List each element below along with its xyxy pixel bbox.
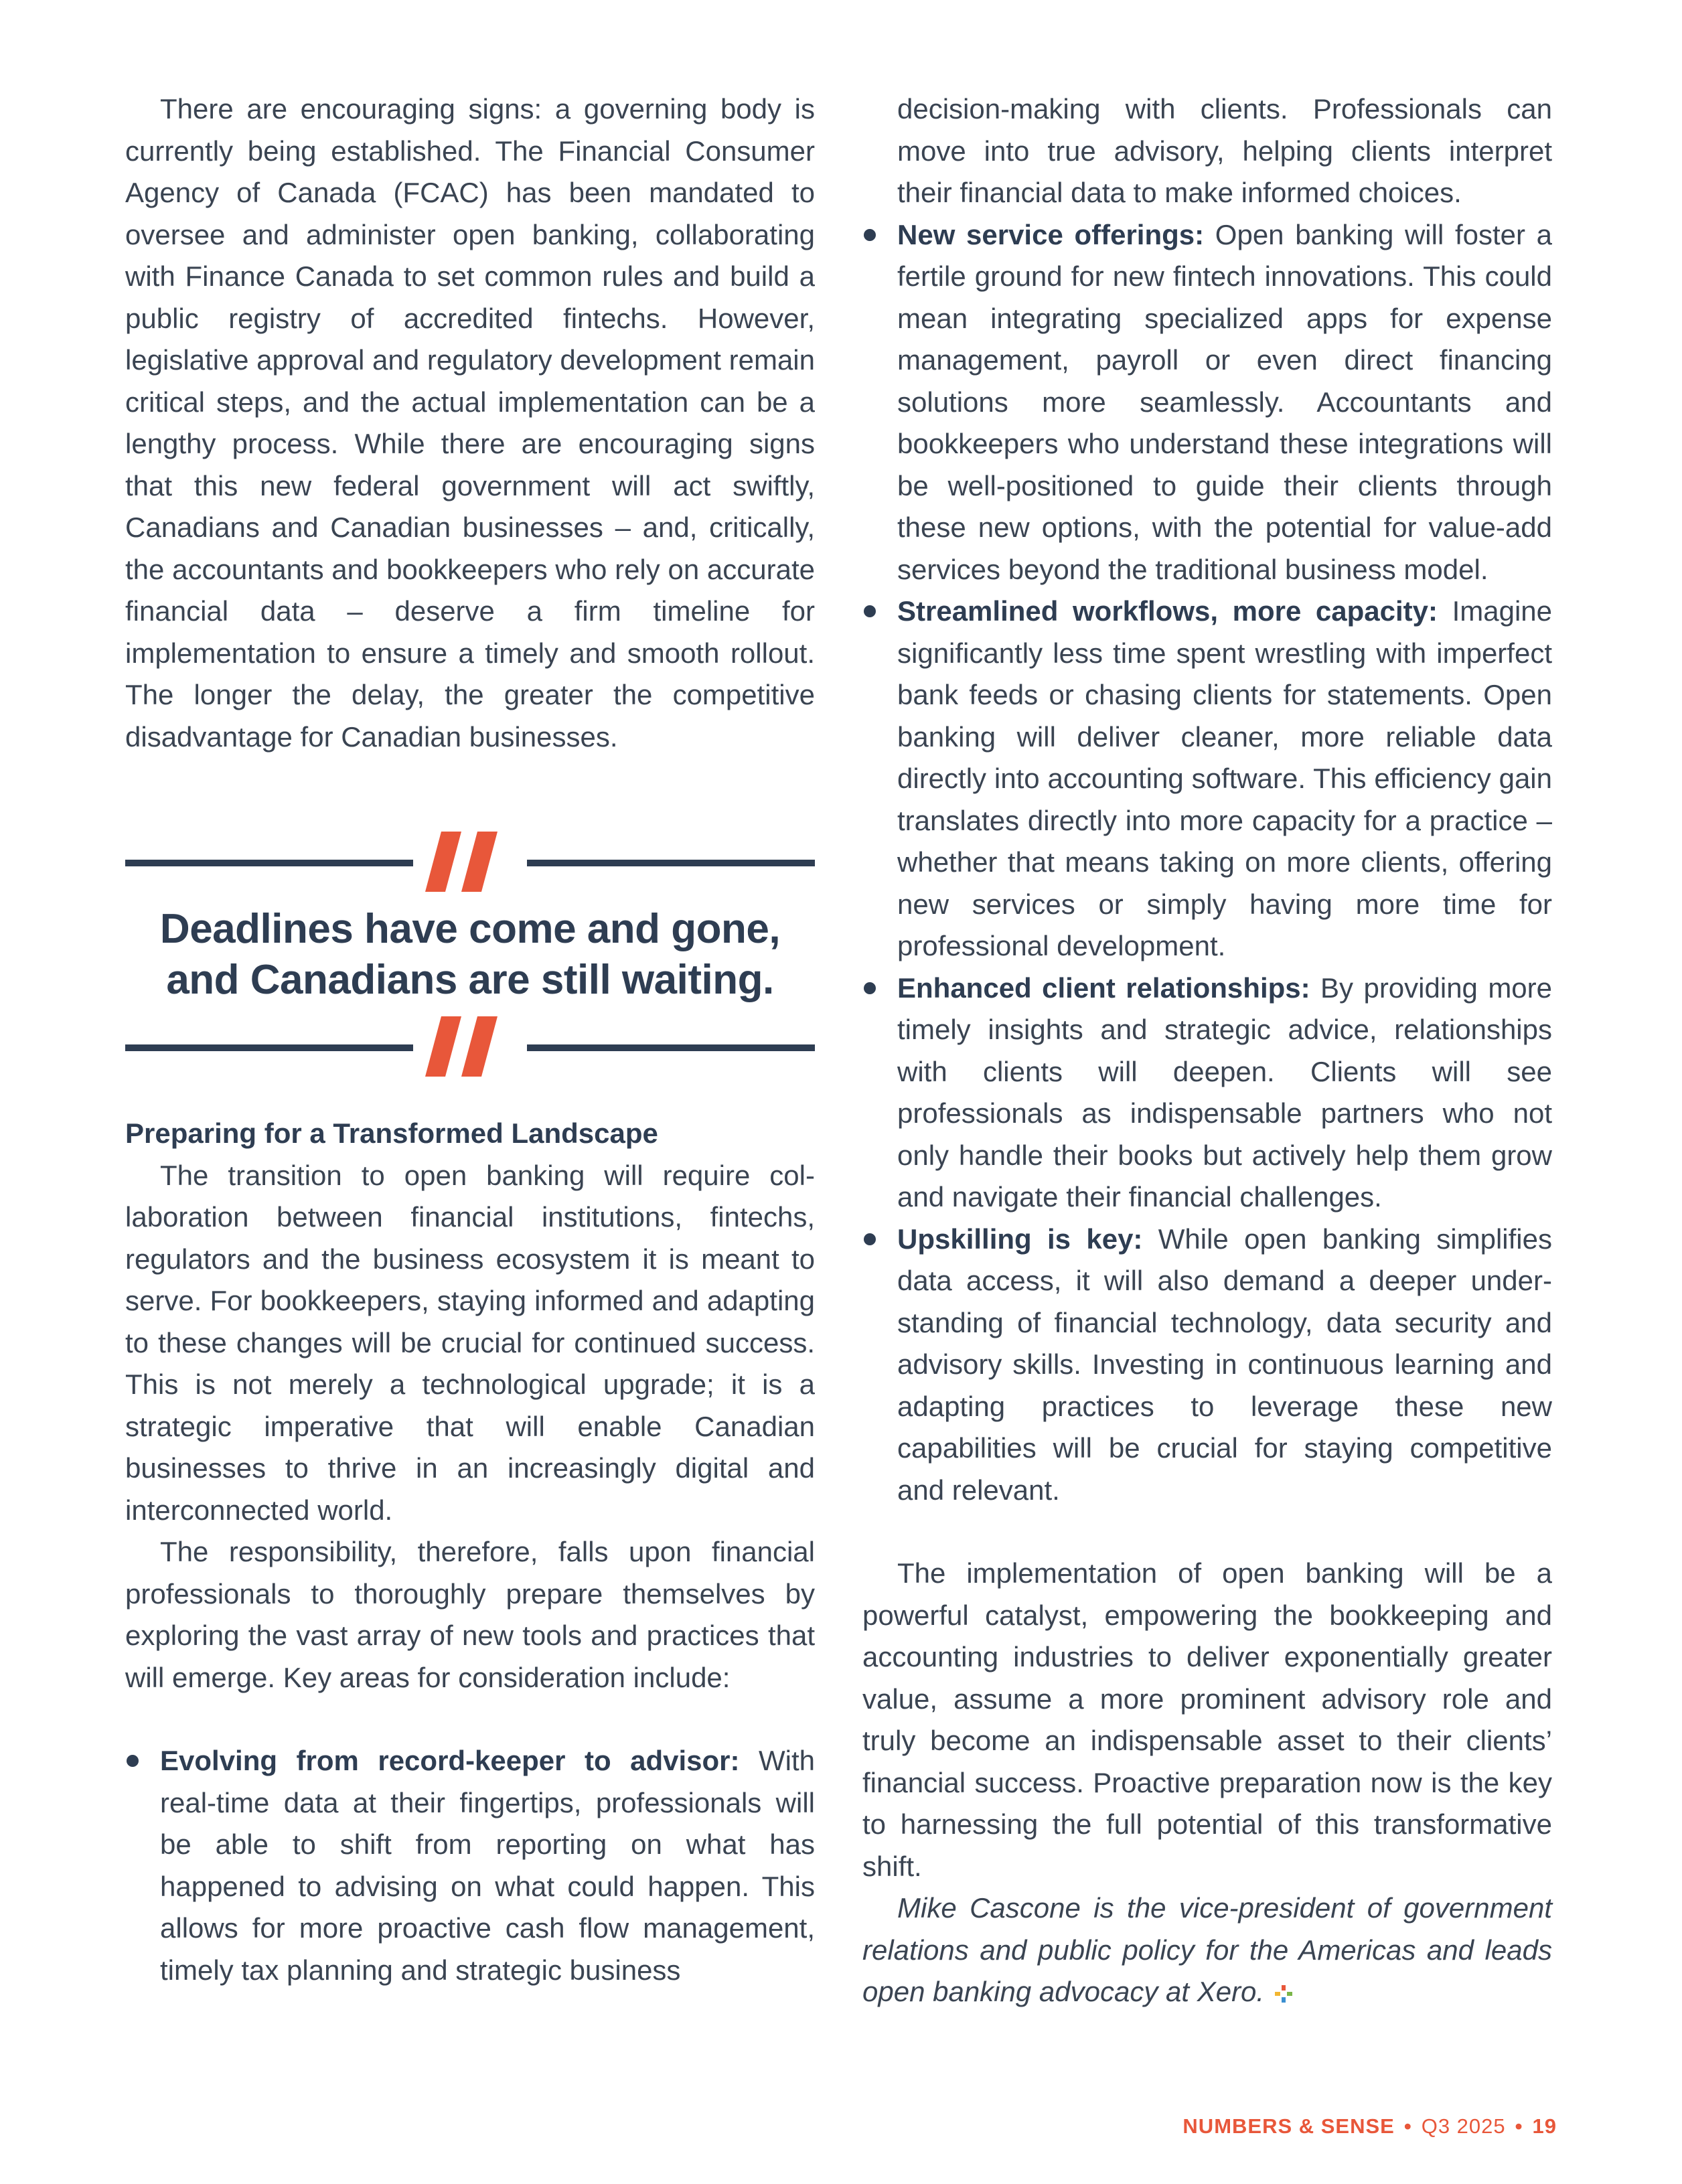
pull-quote-top-rule-left: [125, 860, 413, 866]
page-footer: [1182, 2114, 1557, 2138]
pull-quote-text: [125, 904, 815, 1006]
bullet-lead: Enhanced client relationships:: [897, 971, 1310, 1004]
bullet-lead: Streamlined workflows, more capacity:: [897, 595, 1438, 627]
list-item: [862, 1219, 1552, 1512]
author-byline-text: Mike Cascone is the vice-president of government relations and public policy for the Americas and leads open banking advocacy at Xero.: [862, 1892, 1552, 2007]
bullet-icon: [127, 1755, 139, 1767]
pull-quote-top-rule-right: [527, 860, 815, 866]
end-mark-icon: [1274, 1984, 1294, 2004]
bullet-list-right: [862, 88, 1552, 1511]
close-quote-icon: [420, 1016, 520, 1077]
list-item: [125, 1740, 815, 1991]
pull-quote-line-1: Deadlines have come and gone,: [159, 906, 781, 952]
pull-quote-bottom-rule-right: [527, 1044, 815, 1051]
bullet-icon: [864, 982, 876, 994]
conclusion-paragraph: The implementation of open banking will be a powerful catalyst, empowering the bookkeeping and accounting industries to deliver exponentially greater value, assume a more prominent advisory role and truly become an indispensable asset to their clients’ financial success. Proactive preparation now is the key to harnessing the full potential of this transformative shift.: [862, 1557, 1552, 1882]
section-subhead: Preparing for a Transformed Landscape: [125, 1117, 658, 1149]
paragraph-responsibility: The responsibility, therefore, falls upon financial professionals to thoroughly prepare themselves by exploring the vast array of new tools and practices that will emerge. Key areas for consideration include:: [125, 1536, 815, 1693]
bullet-lead: New service offerings:: [897, 218, 1205, 250]
issue-label: Q3 2025: [1421, 2114, 1506, 2138]
page-number: 19: [1532, 2114, 1557, 2138]
bullet-text: With real-time data at their fingertips, professionals will be able to shift from reporting on what has happened to advising on what could happen. This allows for more proactive cash flow management, timely tax planning and strategic business: [160, 1745, 815, 1986]
list-item: [862, 214, 1552, 591]
paragraph-transition: The transition to open banking will require collaboration between financial institutions, fintechs, regulators and the business ecosystem it is meant to serve. For bookkeepers, staying informed and adapting to these changes will be crucial for continued success. This is not merely a technological upgrade; it is a strategic imperative that will enable Canadian businesses to thrive in an increasingly digital and interconnected world.: [125, 1159, 815, 1526]
bullet-text-continued: decision-making with clients. Professionals can move into true advisory, helping clients interpret their financial data to make informed choices.: [897, 93, 1552, 208]
pull-quote: [125, 832, 815, 1073]
bullet-icon: [864, 605, 876, 617]
bullet-list-left: [125, 1740, 815, 1991]
pull-quote-bottom-rule-left: [125, 1044, 413, 1051]
pull-quote-line-2: and Canadians are still waiting.: [166, 957, 774, 1003]
open-quote-icon: [420, 832, 520, 892]
bullet-text: By providing more timely insights and strategic advice, relationships with clients will deepen. Clients will see professionals as indispensable partners who not only handle their books but actively help them grow and navigate their financial challenges.: [897, 971, 1553, 1213]
intro-paragraph: There are encouraging signs: a governing body is currently being established. The Financial Consumer Agency of Canada (FCAC) has been mandated to oversee and administer open banking, collaborating with Finance Canada to set common rules and build a public registry of accredited fintechs. However, legislative approval and regulatory development remain critical steps, and the actual implementation can be a lengthy process. While there are encouraging signs that this new federal government will act swiftly, Canadians and Canadian businesses – and, critically, the accountants and bookkeepers who rely on accurate financial data – deserve a firm timeline for implementation to ensure a timely and smooth rollout. The longer the delay, the greater the competitive disadvantage for Canadian businesses.: [125, 93, 815, 753]
bullet-text: Open banking will foster a fertile ground for new fintech innovations. This could mean integrating specialized apps for expense management, payroll or even direct financing solutions more seamlessly. Accountants and bookkeepers who understand these integrations will be well-positioned to guide their clients through these new options, with the potential for value-add services beyond the traditional business model.: [897, 218, 1552, 585]
publication-name: NUMBERS & SENSE: [1182, 2114, 1395, 2138]
list-item: [862, 967, 1552, 1219]
bullet-text: Imagine significantly less time spent wrestling with imperfect bank feeds or chasing clients for statements. Open banking will deliver cleaner, more reliable data directly into accounting software. This efficiency gain translates directly into more capacity for a practice – whether that means taking on more clients, offering new services or simply having more time for professional development.: [897, 595, 1553, 961]
bullet-lead: Upskilling is key:: [897, 1223, 1143, 1255]
list-item: [862, 591, 1552, 967]
bullet-text: While open banking simplifies data access, it will also demand a deeper understanding of financial technology, data security and advisory skills. Investing in continuous learning and adapting practices to leverage these new capabilities will be crucial for staying competitive and relevant.: [897, 1223, 1553, 1506]
footer-separator: •: [1403, 2114, 1412, 2138]
list-item-continued: [862, 88, 1552, 214]
left-column: [125, 88, 815, 1991]
bullet-icon: [864, 229, 876, 241]
author-byline: [862, 1887, 1552, 2013]
bullet-icon: [864, 1233, 876, 1245]
footer-separator: •: [1515, 2114, 1523, 2138]
right-column: [862, 88, 1552, 2013]
bullet-lead: Evolving from record-keeper to advisor:: [160, 1745, 740, 1776]
